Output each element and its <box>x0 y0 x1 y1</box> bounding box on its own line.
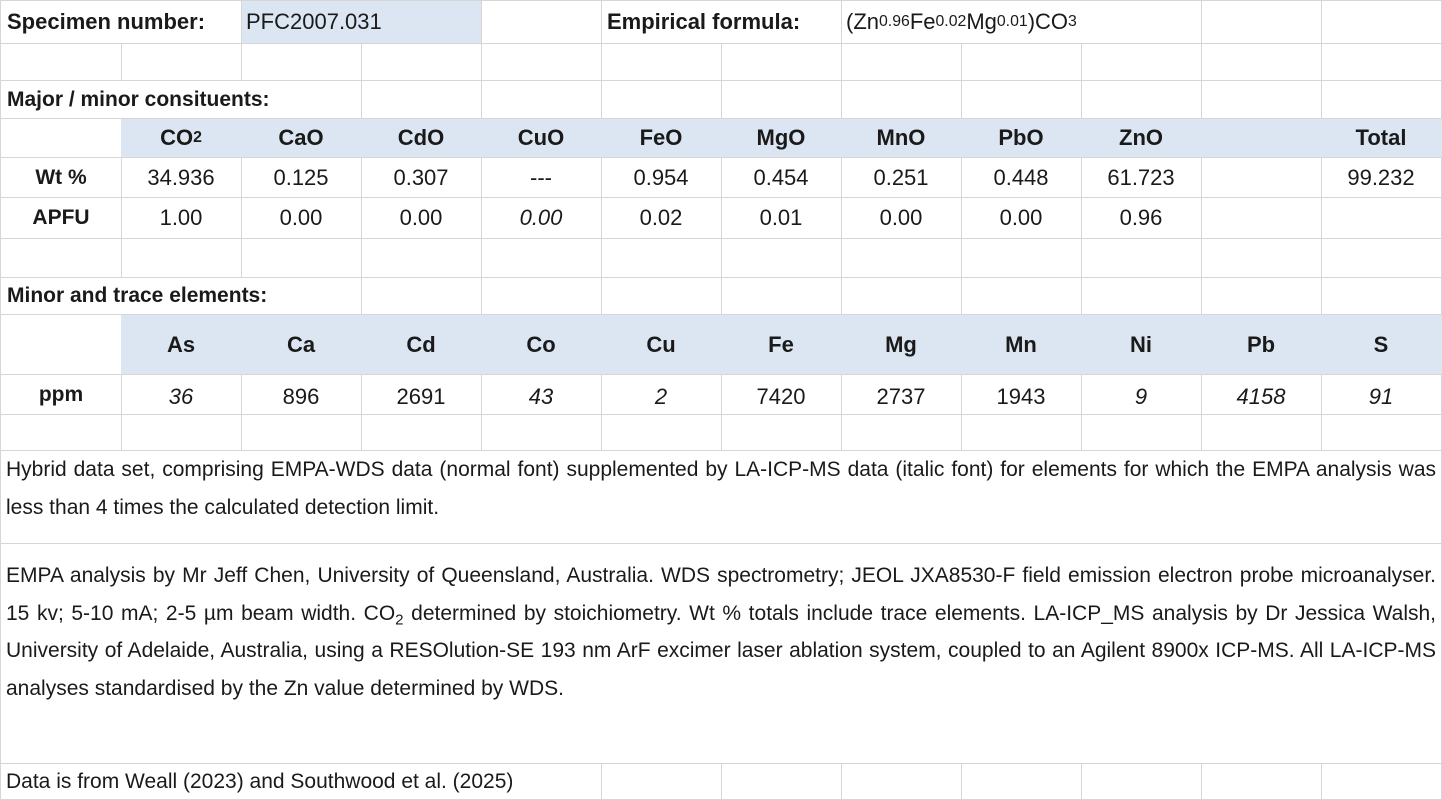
grid-hline <box>0 43 1442 44</box>
trace-value-cell: 36 <box>168 384 194 409</box>
co2-label: CO <box>160 125 194 150</box>
major-header-cell: CO 2 <box>160 125 202 150</box>
grid-vline <box>841 763 842 800</box>
trace-value-cell: 9 <box>1134 384 1148 409</box>
trace-value-cell: 91 <box>1368 384 1394 409</box>
grid-vline <box>1201 763 1202 800</box>
major-header-cell: CaO <box>278 125 324 150</box>
trace-value-cell: 2737 <box>876 384 926 409</box>
major-header-cell: CuO <box>517 125 565 150</box>
grid-vline <box>1081 763 1082 800</box>
trace-value-cell: 1943 <box>996 384 1046 409</box>
major-header-cell: MgO <box>756 125 806 150</box>
formula-close: )CO <box>1027 9 1069 34</box>
trace-header-cell: Cd <box>406 331 436 357</box>
major-header-cell: CdO <box>397 125 445 150</box>
trace-value-cell: 2691 <box>396 384 446 409</box>
major-row-label: Wt % <box>35 165 87 189</box>
trace-section-title: Minor and trace elements: <box>1 278 361 314</box>
major-header-cell: ZnO <box>1119 125 1163 150</box>
major-value-cell: 0.00 <box>519 205 563 230</box>
major-value-cell: 0.00 <box>399 205 443 230</box>
major-value-cell: 99.232 <box>1347 164 1415 190</box>
major-value-cell: 61.723 <box>1107 164 1175 190</box>
trace-value-cell: 896 <box>282 384 320 409</box>
trace-value-cell: 2 <box>654 384 668 409</box>
major-value-cell: 0.00 <box>999 205 1043 230</box>
method-note <box>6 557 1436 707</box>
trace-header-cell: Co <box>526 331 556 357</box>
major-row-label: APFU <box>32 206 90 229</box>
method-text-a: EMPA analysis by Mr Jeff Chen, University of Queensland, Australia. WDS spectrometry; JEOL JXA8530-F field emission electron probe microanalyser. 15 kv; 5-10 mA; 2-5 µm beam width. CO <box>6 564 1436 625</box>
trace-value-cell: 4158 <box>1236 384 1286 409</box>
major-header-cell <box>1201 119 1321 157</box>
formula-mg: Mg <box>966 9 997 34</box>
formula-open: (Zn <box>846 9 879 34</box>
trace-value-cell: 7420 <box>756 384 806 409</box>
major-section-title: Major / minor consituents: <box>1 81 361 118</box>
specimen-value[interactable]: PFC2007.031 <box>242 1 481 43</box>
major-value-cell <box>1201 158 1321 197</box>
trace-header-cell: Mn <box>1005 331 1037 357</box>
major-value-cell: 0.251 <box>873 164 929 190</box>
trace-header-cell: Fe <box>768 331 794 357</box>
method-text-b: determined by stoichiometry. Wt % totals include trace elements. LA-ICP_MS analysis by Dr Jessica Walsh, University of Adelaide, Australia, using a RESOlution-SE 193 nm ArF excimer laser ablation system, coupled to an Agilent 8900x ICP-MS. All LA-ICP-MS analyses standardised by the Zn value determined by WDS. <box>6 601 1436 700</box>
major-value-cell: 0.00 <box>279 205 323 230</box>
major-value-cell: 0.954 <box>633 164 689 190</box>
trace-row-label: ppm <box>38 382 84 406</box>
major-header-cell: PbO <box>998 125 1044 150</box>
grid-vline <box>961 763 962 800</box>
major-value-cell: 0.448 <box>993 164 1049 190</box>
trace-header-cell: Ca <box>286 331 316 357</box>
major-value-cell: 0.96 <box>1119 205 1163 230</box>
trace-header-cell: Ni <box>1130 331 1152 357</box>
major-value-cell: --- <box>530 164 552 190</box>
grid-hline <box>0 238 1442 239</box>
empirical-formula: (Zn 0.96 Fe 0.02 Mg 0.01 )CO 3 <box>842 1 1201 43</box>
trace-header-cell: Mg <box>885 331 917 357</box>
major-value-cell: 0.454 <box>753 164 809 190</box>
trace-header-cell: Pb <box>1246 331 1276 357</box>
major-value-cell: 0.02 <box>639 205 683 230</box>
major-header-cell: FeO <box>639 125 683 150</box>
major-value-cell: 0.307 <box>393 164 449 190</box>
hybrid-note: Hybrid data set, comprising EMPA-WDS data (normal font) supplemented by LA-ICP-MS data (italic font) for elements for which the EMPA analysis was less than 4 times the calculated detection limit. <box>6 458 1436 519</box>
major-header-cell: Total <box>1355 125 1407 150</box>
method-co2-sub: 2 <box>395 611 404 629</box>
trace-header-cell: Cu <box>646 331 676 357</box>
major-value-cell: 0.125 <box>273 164 329 190</box>
trace-header-cell: S <box>1373 331 1389 357</box>
major-value-cell <box>1201 198 1321 238</box>
grid-vline <box>601 763 602 800</box>
major-value-cell: 1.00 <box>159 205 203 230</box>
major-value-cell: 34.936 <box>147 164 215 190</box>
major-value-cell: 0.01 <box>759 205 803 230</box>
major-value-cell <box>1321 198 1441 238</box>
formula-label: Empirical formula: <box>602 1 841 43</box>
trace-header-cell: As <box>166 331 196 357</box>
grid-vline <box>1321 763 1322 800</box>
formula-fe: Fe <box>909 9 936 34</box>
major-value-cell: 0.00 <box>879 205 923 230</box>
source-note: Data is from Weall (2023) and Southwood et al. (2025) <box>1 764 601 799</box>
major-header-cell: MnO <box>876 125 926 150</box>
trace-value-cell: 43 <box>528 384 554 409</box>
specimen-label: Specimen number: <box>1 1 241 43</box>
grid-vline <box>721 763 722 800</box>
